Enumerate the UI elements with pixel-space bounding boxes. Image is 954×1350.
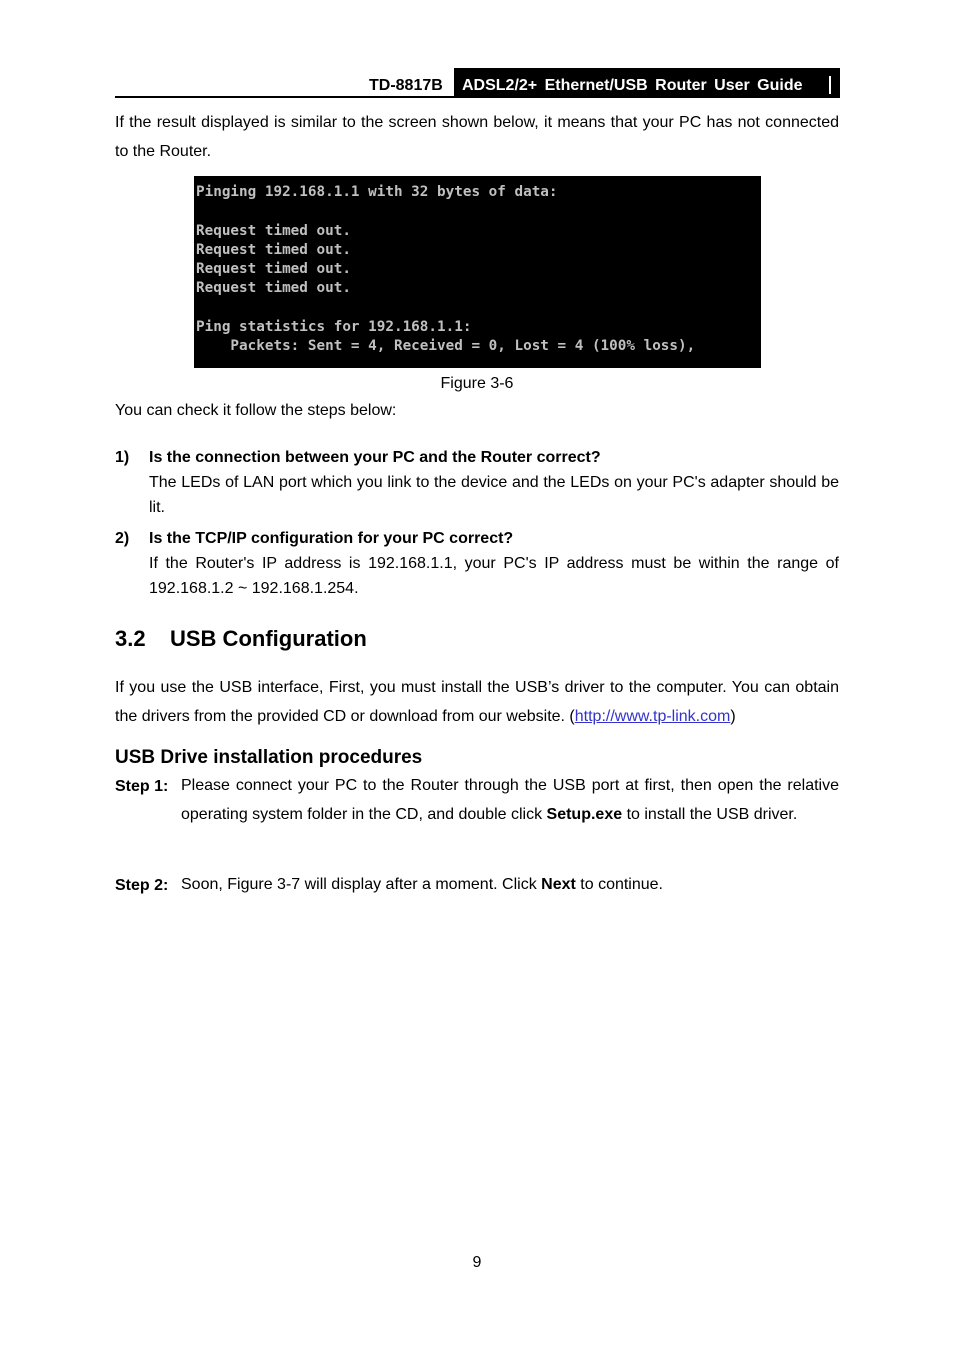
check-body: If the Router's IP address is 192.168.1.1, your PC's IP address must be within the range of 192.168.1.2 ~ 192.168.1.254.	[149, 555, 839, 597]
step-body	[181, 772, 839, 829]
ping-console-screenshot	[194, 176, 761, 368]
header-title: ADSL2/2+ Ethernet/USB Router User Guide	[462, 77, 803, 94]
subsection-heading: USB Drive installation procedures	[115, 747, 423, 768]
step-bold-term: Setup.exe	[546, 805, 623, 823]
header-notch	[829, 76, 831, 94]
step-label: Step 2:	[115, 877, 169, 894]
usb-intro-text: If you use the USB interface, First, you must install the USB’s driver to the computer. You can obtain the drivers from the provided CD or download from our website. (	[115, 679, 839, 725]
intro-paragraph: If the result displayed is similar to the screen shown below, it means that your PC has not connected to the Router.	[115, 114, 839, 160]
check-number: 1)	[115, 449, 130, 466]
check-intro: You can check it follow the steps below:	[115, 402, 397, 419]
step-text: to install the USB driver.	[622, 805, 798, 823]
step-text: to continue.	[575, 876, 663, 893]
tp-link-website-link[interactable]: http://www.tp-link.com	[574, 708, 731, 725]
check-title: Is the TCP/IP configuration for your PC correct?	[149, 530, 514, 547]
section-number: 3.2	[115, 626, 146, 651]
check-title: Is the connection between your PC and the Router correct?	[149, 449, 601, 466]
step-text: Soon, Figure 3-7 will display after a moment. Click	[181, 876, 542, 893]
usb-intro-paragraph	[115, 673, 839, 731]
check-number: 2)	[115, 530, 130, 547]
step-body	[181, 871, 839, 900]
page-number: 9	[472, 1254, 482, 1271]
check-body: The LEDs of LAN port which you link to the device and the LEDs on your PC's adapter should be lit.	[149, 474, 839, 516]
header-rule	[115, 96, 840, 98]
step-label: Step 1:	[115, 778, 169, 795]
header-title-box	[454, 68, 840, 96]
step-bold-term: Next	[541, 876, 576, 893]
header-model: TD-8817B	[369, 77, 443, 94]
usb-intro-close: )	[730, 708, 736, 725]
console-output: Pinging 192.168.1.1 with 32 bytes of data: Request timed out. Request timed out. Request timed out. Request timed out. Ping statistics for 192.168.1.1: Packets: Sent = 4, Received = 0, Lost = 4 (100% loss),	[196, 184, 696, 355]
step-text: Please connect your PC to the Router through the USB port at first, then open the relative operating system folder in the CD, and double click	[181, 777, 839, 823]
section-title: USB Configuration	[170, 626, 367, 651]
figure-caption: Figure 3-6	[440, 375, 514, 392]
section-heading	[115, 625, 367, 653]
